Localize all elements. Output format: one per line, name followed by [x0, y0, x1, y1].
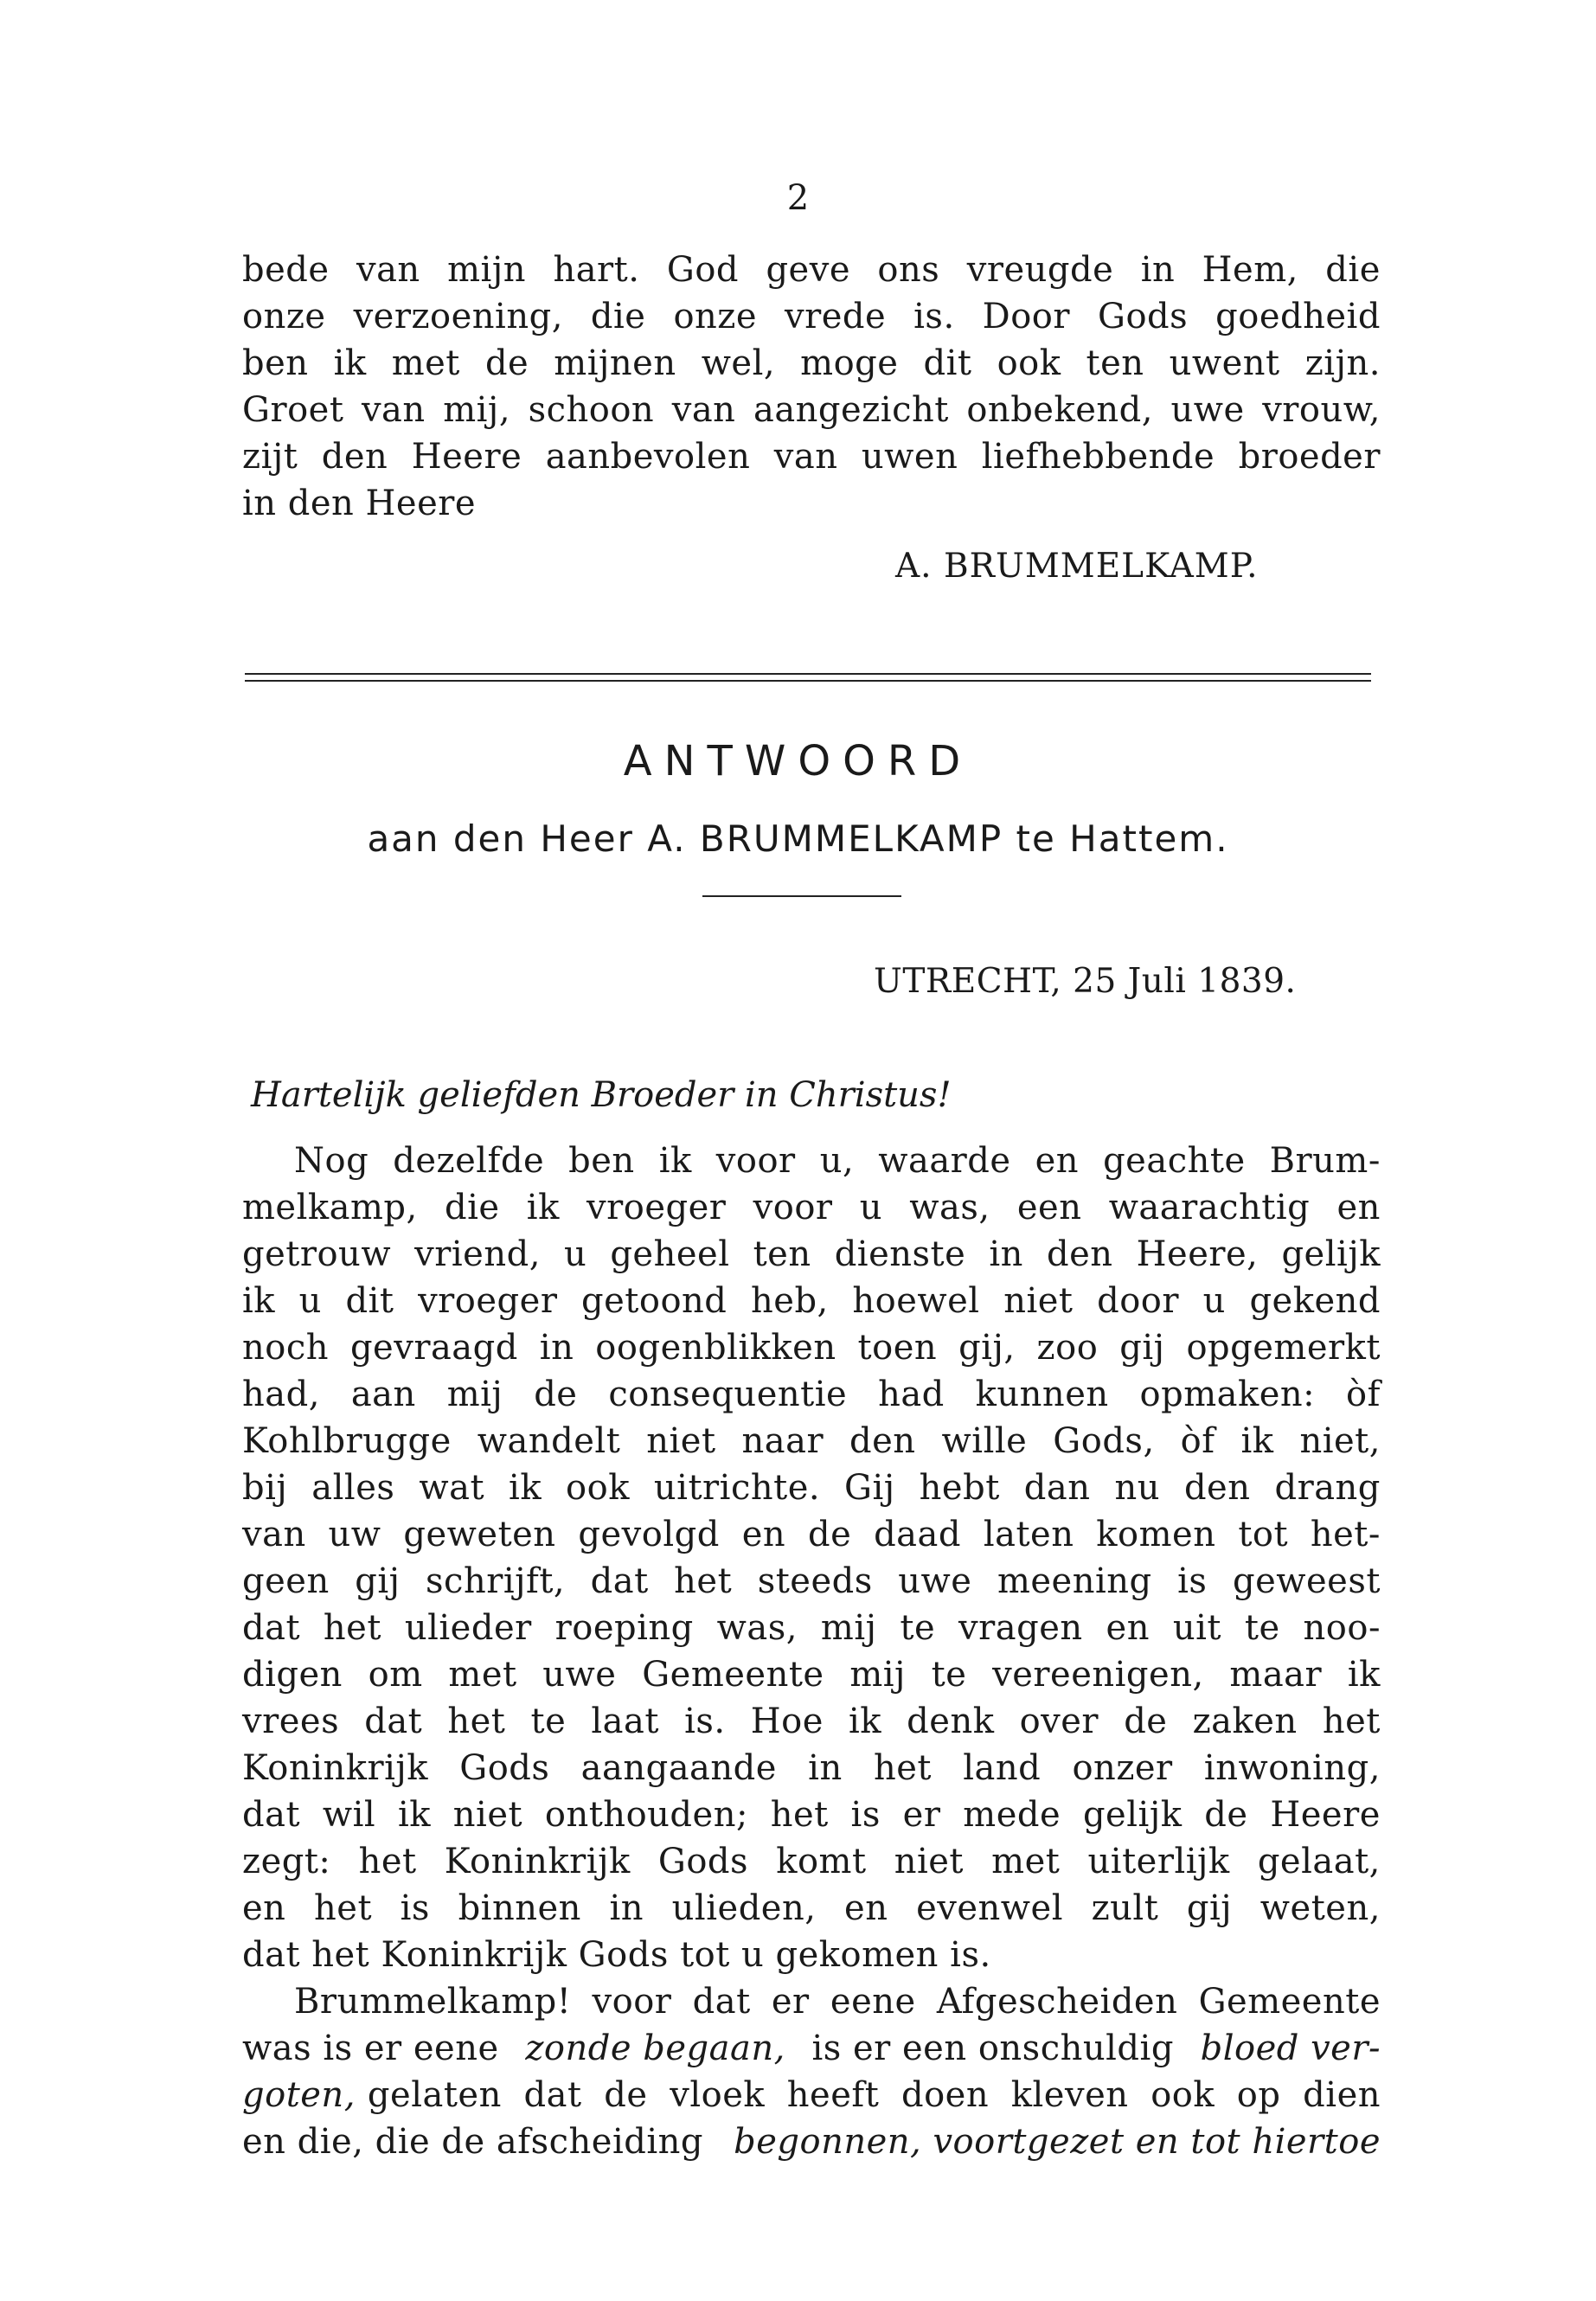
word: in — [989, 1234, 1023, 1274]
text-line — [242, 1371, 1381, 1418]
word: waarachtig — [1108, 1188, 1311, 1227]
word: mijnen — [554, 343, 676, 383]
word: en — [1106, 1608, 1150, 1648]
word: Gods — [1097, 297, 1189, 336]
word: aangaande — [580, 1748, 777, 1788]
word: niet — [646, 1421, 716, 1461]
word: uwen — [861, 437, 958, 477]
word: Koninkrijk — [242, 1748, 428, 1788]
word: Hoe — [750, 1702, 824, 1741]
word: uiterlijk — [1087, 1842, 1230, 1881]
word: wil — [322, 1795, 376, 1835]
word: ik — [242, 1281, 276, 1321]
text-line — [242, 2072, 1381, 2118]
word: aan — [350, 1375, 416, 1414]
word: Nog — [294, 1141, 369, 1181]
word: dit — [345, 1281, 394, 1321]
text-span: gelaten dat de vloek heeft doen kleven ook op dien — [367, 2075, 1381, 2115]
word: den — [1183, 1468, 1251, 1508]
word: mede — [963, 1795, 1061, 1835]
text-line — [242, 1231, 1381, 1278]
text-span: was is er eene — [242, 2029, 499, 2068]
word: òf — [1346, 1375, 1381, 1414]
word: Door — [982, 297, 1071, 336]
word: gekend — [1249, 1281, 1381, 1321]
word: ben — [242, 343, 309, 383]
word: en — [1336, 1188, 1381, 1227]
word: de — [1124, 1702, 1168, 1741]
word: waarde — [878, 1141, 1011, 1181]
word: van — [242, 1515, 306, 1554]
word: was, — [716, 1608, 798, 1648]
text-line — [242, 1978, 1381, 2025]
word: die — [590, 297, 646, 336]
word: dat — [242, 1608, 301, 1648]
text-line — [242, 1605, 1381, 1651]
word: en — [242, 1888, 286, 1928]
word: het — [770, 1795, 829, 1835]
word: oogenblikken — [595, 1328, 836, 1368]
word: is — [1177, 1561, 1208, 1601]
word: laten — [983, 1515, 1074, 1554]
word: zult — [1091, 1888, 1159, 1928]
text-line — [242, 1184, 1381, 1231]
word: ook — [997, 343, 1061, 383]
word: u, — [819, 1141, 855, 1181]
word: eene — [830, 1982, 916, 2022]
text-line — [242, 293, 1381, 340]
word: niet — [1003, 1281, 1074, 1321]
word: de — [1204, 1795, 1248, 1835]
word: vroeger — [586, 1188, 727, 1227]
word: voor — [592, 1982, 672, 2022]
word: met — [448, 1655, 517, 1695]
word: zegt: — [242, 1842, 331, 1881]
word: niet, — [1299, 1421, 1381, 1461]
word: gij — [355, 1561, 401, 1601]
word: noch — [242, 1328, 330, 1368]
word: consequentie — [608, 1375, 848, 1414]
word: vrouw, — [1262, 390, 1381, 430]
word: dat — [364, 1702, 423, 1741]
word: ook — [566, 1468, 630, 1508]
text-line — [242, 433, 1381, 480]
word: onbekend, — [966, 390, 1153, 430]
word: dit — [923, 343, 972, 383]
word: mij — [849, 1655, 906, 1695]
word: om — [368, 1655, 423, 1695]
word: is — [400, 1888, 430, 1928]
word: is. — [913, 297, 955, 336]
word: en — [741, 1515, 786, 1554]
word: kunnen — [975, 1375, 1109, 1414]
word: steeds — [757, 1561, 873, 1601]
word: het — [323, 1608, 381, 1648]
word: met — [991, 1842, 1061, 1881]
word: en — [844, 1888, 888, 1928]
word: tot — [1238, 1515, 1289, 1554]
word: gevolgd — [578, 1515, 720, 1554]
word: gevraagd — [349, 1328, 518, 1368]
word: gij — [1186, 1888, 1233, 1928]
word: nu — [1114, 1468, 1160, 1508]
word: onthouden; — [544, 1795, 748, 1835]
word: zijt — [242, 437, 298, 477]
word: wille — [941, 1421, 1028, 1461]
word: geen — [242, 1561, 330, 1601]
word: van — [671, 390, 736, 430]
word: een — [1016, 1188, 1082, 1227]
text-line: in den Heere — [242, 484, 477, 523]
word: vrede — [785, 297, 887, 336]
word: uw — [328, 1515, 381, 1554]
text-line — [242, 1324, 1381, 1371]
word: toen — [857, 1328, 938, 1368]
word: bede — [242, 250, 330, 290]
word: door — [1097, 1281, 1179, 1321]
word: wel, — [701, 343, 776, 383]
word: het — [358, 1842, 417, 1881]
word: liefhebbende — [981, 437, 1215, 477]
word: inwoning, — [1203, 1748, 1381, 1788]
word: hebt — [919, 1468, 1000, 1508]
word: dienste — [834, 1234, 966, 1274]
word: niet — [452, 1795, 523, 1835]
word: mij — [820, 1608, 877, 1648]
word: ik — [526, 1188, 560, 1227]
word: Groet — [242, 390, 344, 430]
word: die — [444, 1188, 500, 1227]
word: had — [878, 1375, 945, 1414]
word: in — [539, 1328, 574, 1368]
word: uwe — [898, 1561, 972, 1601]
text-span: en die, die de afscheiding — [242, 2122, 703, 2162]
letter-end-body — [242, 247, 1381, 527]
text-line — [242, 1791, 1381, 1838]
word: aangezicht — [753, 390, 949, 430]
text-line — [242, 1885, 1381, 1932]
word: ik — [333, 343, 367, 383]
word: onze — [242, 297, 326, 336]
word: het — [447, 1702, 506, 1741]
word: gelijk — [1281, 1234, 1381, 1274]
text-line — [242, 1838, 1381, 1885]
word: hoewel — [852, 1281, 980, 1321]
section-subheading: aan den Heer A. BRUMMELKAMP te Hattem. — [367, 817, 1229, 860]
word: in — [609, 1888, 644, 1928]
dateline: UTRECHT, 25 Juli 1839. — [874, 962, 1297, 1001]
word: Brum- — [1269, 1141, 1381, 1181]
word: vroeger — [418, 1281, 558, 1321]
text-line — [242, 387, 1381, 433]
word: Koninkrijk — [444, 1842, 631, 1881]
word: geweest — [1232, 1561, 1381, 1601]
word: u — [298, 1281, 322, 1321]
word: vriend, — [414, 1234, 541, 1274]
word: voor — [715, 1141, 796, 1181]
word: geve — [766, 250, 850, 290]
word: Gij — [844, 1468, 895, 1508]
word: ik — [1347, 1655, 1381, 1695]
word: het — [314, 1888, 373, 1928]
word: dat — [692, 1982, 751, 2022]
word: de — [484, 343, 529, 383]
word: melkamp, — [242, 1188, 418, 1227]
word: gij, — [958, 1328, 1016, 1368]
word: dat — [590, 1561, 649, 1601]
text-line — [242, 247, 1381, 293]
text-line — [242, 1745, 1381, 1791]
word: dan — [1023, 1468, 1091, 1508]
word: zoo — [1036, 1328, 1099, 1368]
word: Gods — [459, 1748, 550, 1788]
italic-span: bloed ver- — [1200, 2029, 1381, 2068]
word: gelaat, — [1257, 1842, 1381, 1881]
word: ben — [568, 1141, 635, 1181]
word: moge — [800, 343, 899, 383]
word: goedheid — [1215, 297, 1381, 336]
word: mijn — [447, 250, 527, 290]
text-line — [242, 340, 1381, 387]
short-rule — [702, 895, 901, 897]
word: te — [900, 1608, 936, 1648]
answer-paragraph-2 — [242, 1978, 1381, 2165]
word: Gods, — [1053, 1421, 1155, 1461]
word: onzer — [1072, 1748, 1173, 1788]
word: mij — [446, 1375, 503, 1414]
word: de — [807, 1515, 852, 1554]
word: Brummelkamp! — [294, 1982, 572, 2022]
word: u — [1202, 1281, 1226, 1321]
word: òf — [1180, 1421, 1215, 1461]
word: wandelt — [477, 1421, 621, 1461]
word: het — [1322, 1702, 1381, 1741]
word: uitrichte. — [653, 1468, 821, 1508]
page-number: 2 — [786, 178, 810, 218]
text-line — [242, 1138, 1381, 1184]
word: er — [771, 1982, 810, 2022]
word: geheel — [610, 1234, 730, 1274]
word: ik — [397, 1795, 431, 1835]
word: broeder — [1238, 437, 1381, 477]
word: ten — [753, 1234, 811, 1274]
word: vereenigen, — [992, 1655, 1204, 1695]
word: in — [1140, 250, 1176, 290]
text-line — [242, 1651, 1381, 1698]
section-divider — [245, 673, 1371, 682]
answer-paragraph-1 — [242, 1138, 1381, 1978]
word: getoond — [581, 1281, 727, 1321]
word: u — [563, 1234, 587, 1274]
word: onze — [673, 297, 758, 336]
word: den — [1047, 1234, 1113, 1274]
section-heading: ANTWOORD — [623, 737, 973, 785]
word: komen — [1096, 1515, 1216, 1554]
word: zijn. — [1304, 343, 1381, 383]
word: zaken — [1192, 1702, 1298, 1741]
word: uwent — [1169, 343, 1280, 383]
word: voor — [753, 1188, 833, 1227]
word: het — [674, 1561, 733, 1601]
word: den — [849, 1421, 916, 1461]
text-line: dat het Koninkrijk Gods tot u gekomen is. — [242, 1935, 991, 1975]
word: dezelfde — [393, 1141, 545, 1181]
word: Hem, — [1202, 250, 1298, 290]
word: noo- — [1303, 1608, 1381, 1648]
word: gij — [1119, 1328, 1165, 1368]
word: naar — [741, 1421, 824, 1461]
word: het — [873, 1748, 932, 1788]
text-line — [242, 1278, 1381, 1324]
word: Heere, — [1136, 1234, 1259, 1274]
word: ulieden, — [671, 1888, 817, 1928]
word: ik — [1240, 1421, 1274, 1461]
word: verzoening, — [353, 297, 563, 336]
word: Heere — [1270, 1795, 1381, 1835]
word: den — [321, 437, 388, 477]
word: van — [773, 437, 838, 477]
word: aanbevolen — [545, 437, 751, 477]
word: wat — [419, 1468, 485, 1508]
word: van — [356, 250, 420, 290]
word: niet — [894, 1842, 965, 1881]
word: te — [1244, 1608, 1280, 1648]
word: Gemeente — [1198, 1982, 1381, 2022]
word: uwe — [1170, 390, 1245, 430]
word: en — [1035, 1141, 1080, 1181]
word: in — [808, 1748, 843, 1788]
word: vragen — [958, 1608, 1083, 1648]
word: Gods — [657, 1842, 749, 1881]
word: meening — [997, 1561, 1152, 1601]
word: had, — [242, 1375, 320, 1414]
word: maar — [1229, 1655, 1323, 1695]
word: u — [859, 1188, 883, 1227]
word: hart. — [553, 250, 640, 290]
text-line — [242, 1558, 1381, 1605]
word: Gemeente — [642, 1655, 824, 1695]
word: ons — [877, 250, 940, 290]
word: opgemerkt — [1186, 1328, 1381, 1368]
word: komt — [776, 1842, 867, 1881]
italic-span: goten, — [242, 2075, 356, 2115]
word: van — [361, 390, 426, 430]
word: mij, — [443, 390, 511, 430]
word: over — [1019, 1702, 1099, 1741]
word: vrees — [242, 1702, 340, 1741]
word: uit — [1172, 1608, 1222, 1648]
word: daad — [874, 1515, 961, 1554]
word: geweten — [403, 1515, 556, 1554]
word: is. — [684, 1702, 726, 1741]
word: ik — [658, 1141, 692, 1181]
word: uwe — [542, 1655, 617, 1695]
word: alles — [311, 1468, 395, 1508]
word: ik — [849, 1702, 882, 1741]
word: dat — [242, 1795, 301, 1835]
word: laat — [591, 1702, 659, 1741]
word: heb, — [751, 1281, 829, 1321]
word: weten, — [1259, 1888, 1381, 1928]
italic-span: begonnen, voortgezet en tot hiertoe — [734, 2122, 1381, 2162]
word: er — [902, 1795, 941, 1835]
word: te — [931, 1655, 967, 1695]
word: land — [963, 1748, 1042, 1788]
word: binnen — [458, 1888, 581, 1928]
word: Afgescheiden — [936, 1982, 1178, 2022]
word: bij — [242, 1468, 288, 1508]
word: te — [530, 1702, 567, 1741]
word: opmaken: — [1139, 1375, 1316, 1414]
word: Heere — [411, 437, 522, 477]
word: ik — [509, 1468, 542, 1508]
text-line — [242, 1511, 1381, 1558]
word: was, — [909, 1188, 990, 1227]
word: ten — [1086, 343, 1144, 383]
word: God — [666, 250, 740, 290]
word: het- — [1310, 1515, 1381, 1554]
text-line — [242, 2118, 1381, 2165]
text-line — [242, 1465, 1381, 1511]
word: roeping — [554, 1608, 694, 1648]
word: vreugde — [966, 250, 1114, 290]
word: Kohlbrugge — [242, 1421, 452, 1461]
word: ulieder — [404, 1608, 532, 1648]
text-line — [242, 1418, 1381, 1465]
word: getrouw — [242, 1234, 392, 1274]
word: schrijft, — [426, 1561, 566, 1601]
signature: A. BRUMMELKAMP. — [895, 547, 1259, 586]
italic-span: zonde begaan, — [525, 2029, 785, 2068]
word: drang — [1274, 1468, 1381, 1508]
word: die — [1325, 250, 1381, 290]
salutation: Hartelijk geliefden Broeder in Christus! — [251, 1075, 952, 1115]
word: geachte — [1103, 1141, 1246, 1181]
text-span: is er een onschuldig — [811, 2029, 1174, 2068]
word: met — [391, 343, 460, 383]
word: denk — [907, 1702, 995, 1741]
word: digen — [242, 1655, 343, 1695]
word: is — [850, 1795, 881, 1835]
text-line — [242, 1698, 1381, 1745]
text-line — [242, 2025, 1381, 2072]
word: de — [534, 1375, 578, 1414]
word: gelijk — [1082, 1795, 1183, 1835]
word: evenwel — [916, 1888, 1063, 1928]
word: schoon — [528, 390, 655, 430]
